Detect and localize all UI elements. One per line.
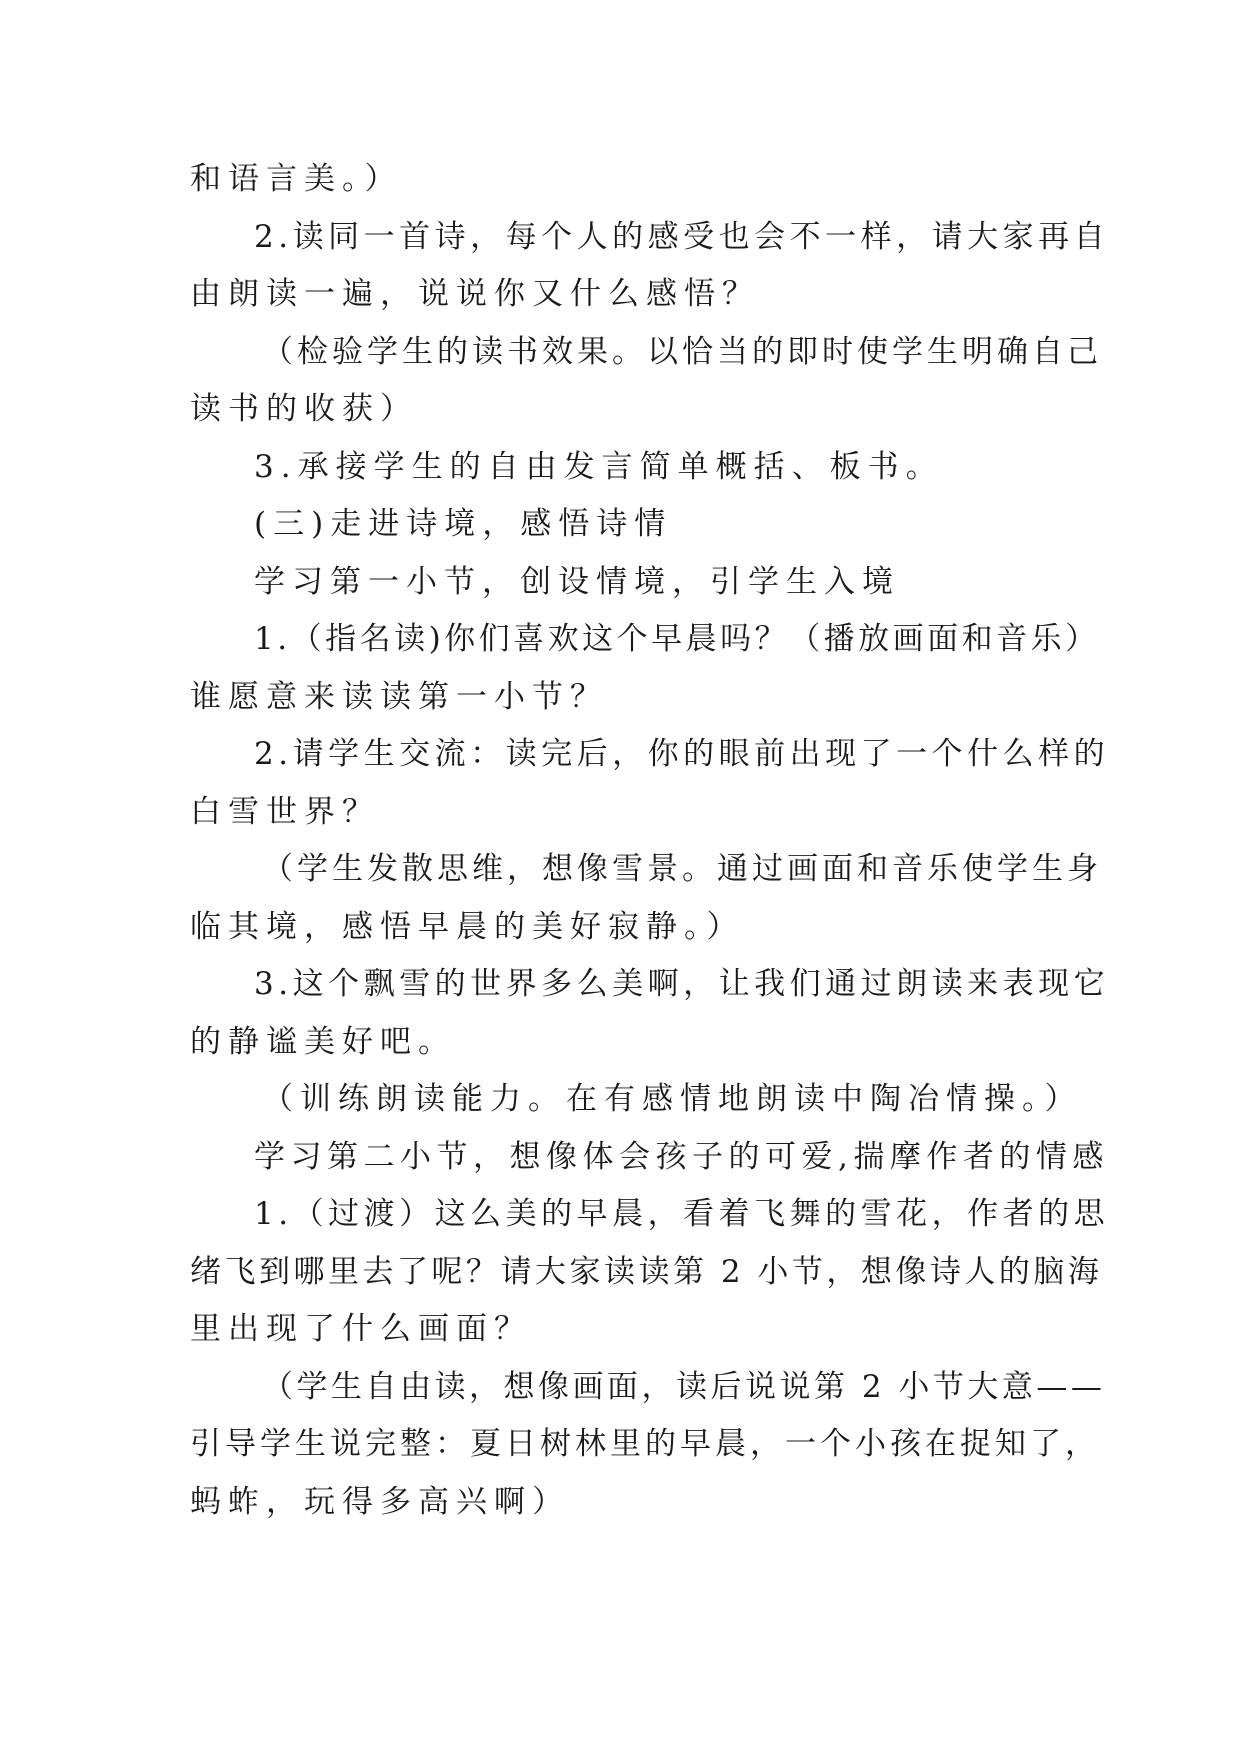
paragraph-line: 白雪世界？ [190,794,380,830]
paragraph-line: 的静谧美好吧。 [190,1024,456,1060]
paragraph-line: 临其境，感悟早晨的美好寂静。） [190,909,745,945]
paragraph-line: 谁愿意来读读第一小节？ [190,679,608,715]
paragraph-line: （学生自由读，想像画面，读后说说第 2 小节大意—— [262,1369,1106,1405]
paragraph-line: 里出现了什么画面？ [190,1311,532,1347]
paragraph-line: （检验学生的读书效果。以恰当的即时使学生明确自己 [262,334,1102,370]
paragraph-line: （训练朗读能力。在有感情地朗读中陶冶情操。） [262,1081,1083,1117]
section-heading: (三)走进诗境，感悟诗情 [254,506,673,542]
paragraph-line: （学生发散思维，想像雪景。通过画面和音乐使学生身 [262,851,1102,887]
paragraph-line: 1.（指名读)你们喜欢这个早晨吗？（播放画面和音乐） [254,621,1100,657]
paragraph-line: 3.承接学生的自由发言简单概括、板书。 [254,449,944,485]
subsection-heading: 学习第二小节，想像体会孩子的可爱,揣摩作者的情感 [254,1139,1109,1175]
paragraph-line: 蚂蚱，玩得多高兴啊） [190,1484,570,1520]
paragraph-line: 2.读同一首诗，每个人的感受也会不一样，请大家再自 [254,219,1110,255]
paragraph-line: 1.（过渡）这么美的早晨，看着飞舞的雪花，作者的思 [254,1196,1110,1232]
subsection-heading: 学习第一小节，创设情境，引学生入境 [254,564,900,600]
paragraph-line: 由朗读一遍，说说你又什么感悟？ [190,276,760,312]
paragraph-line: 引导学生说完整：夏日树林里的早晨，一个小孩在捉知了， [190,1426,1100,1462]
paragraph-line: 绪飞到哪里去了呢？请大家读读第 2 小节，想像诗人的脑海 [190,1254,1103,1290]
paragraph-line: 3.这个飘雪的世界多么美啊，让我们通过朗读来表现它 [254,966,1110,1002]
paragraph-line: 和语言美。） [190,161,403,197]
paragraph-line: 读书的收获） [190,391,418,427]
paragraph-line: 2.请学生交流：读完后，你的眼前出现了一个什么样的 [254,736,1110,772]
